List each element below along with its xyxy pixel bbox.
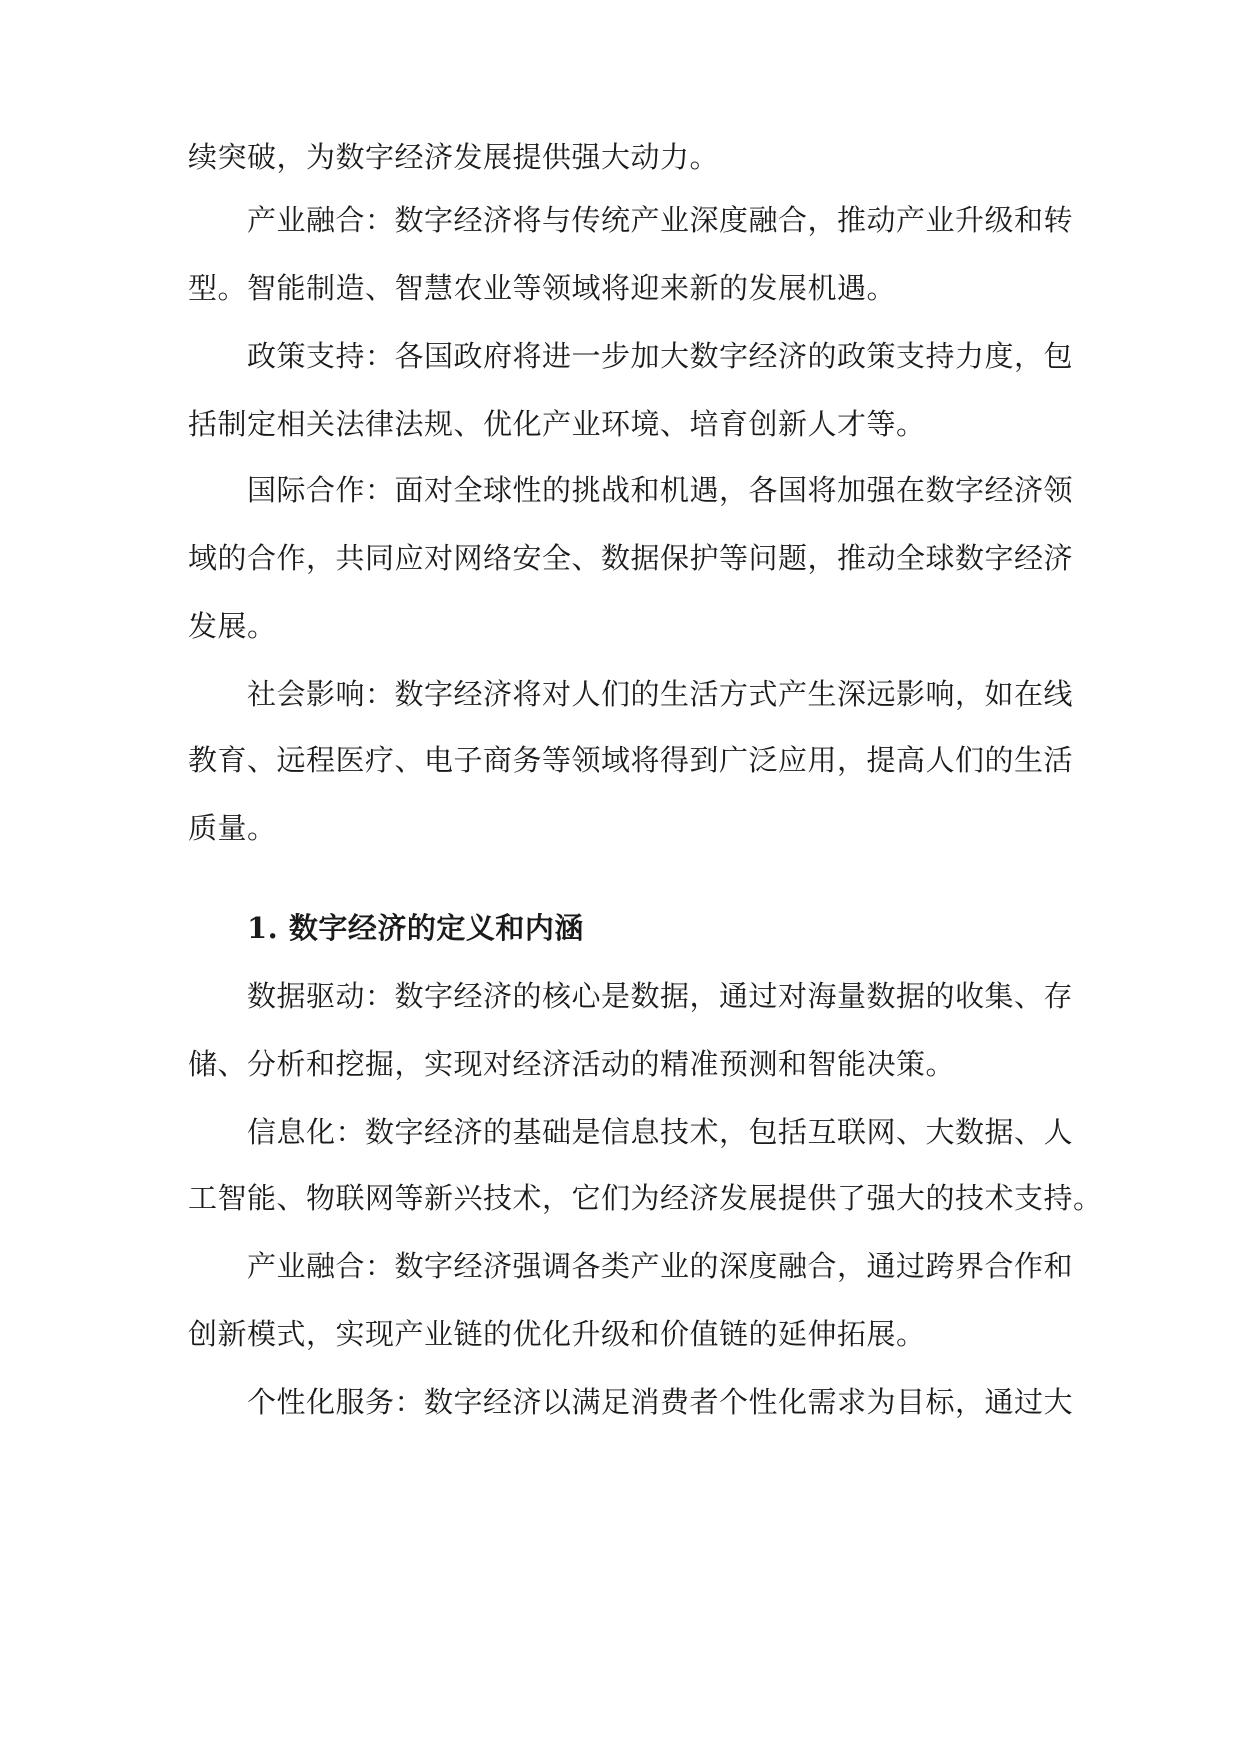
paragraph-line: 创新模式，实现产业链的优化升级和价值链的延伸拓展。 xyxy=(188,1317,926,1351)
paragraph-line: 型。智能制造、智慧农业等领域将迎来新的发展机遇。 xyxy=(188,271,897,305)
paragraph-line: 产业融合：数字经济将与传统产业深度融合，推动产业升级和转 xyxy=(247,203,1074,237)
paragraph-line: 续突破，为数字经济发展提供强大动力。 xyxy=(188,140,720,174)
paragraph-line: 信息化：数字经济的基础是信息技术，包括互联网、大数据、人 xyxy=(247,1115,1074,1149)
paragraph-line: 数据驱动：数字经济的核心是数据，通过对海量数据的收集、存 xyxy=(247,979,1074,1013)
paragraph-line: 质量。 xyxy=(188,811,277,845)
section-heading: 1. 数字经济的定义和内涵 xyxy=(247,911,584,945)
paragraph-line: 社会影响：数字经济将对人们的生活方式产生深远影响，如在线 xyxy=(247,677,1074,711)
paragraph-line: 储、分析和挖掘，实现对经济活动的精准预测和智能决策。 xyxy=(188,1047,956,1081)
paragraph-line: 括制定相关法律法规、优化产业环境、培育创新人才等。 xyxy=(188,407,926,441)
paragraph-line: 域的合作，共同应对网络安全、数据保护等问题，推动全球数字经济 xyxy=(188,541,1074,575)
paragraph-line: 国际合作：面对全球性的挑战和机遇，各国将加强在数字经济领 xyxy=(247,473,1074,507)
paragraph-line: 产业融合：数字经济强调各类产业的深度融合，通过跨界合作和 xyxy=(247,1249,1074,1283)
paragraph-line: 工智能、物联网等新兴技术，它们为经济发展提供了强大的技术支持。 xyxy=(188,1181,1103,1215)
paragraph-line: 发展。 xyxy=(188,609,277,643)
paragraph-line: 个性化服务：数字经济以满足消费者个性化需求为目标，通过大 xyxy=(247,1385,1074,1419)
paragraph-line: 教育、远程医疗、电子商务等领域将得到广泛应用，提高人们的生活 xyxy=(188,743,1074,777)
paragraph-line: 政策支持：各国政府将进一步加大数字经济的政策支持力度，包 xyxy=(247,339,1074,373)
